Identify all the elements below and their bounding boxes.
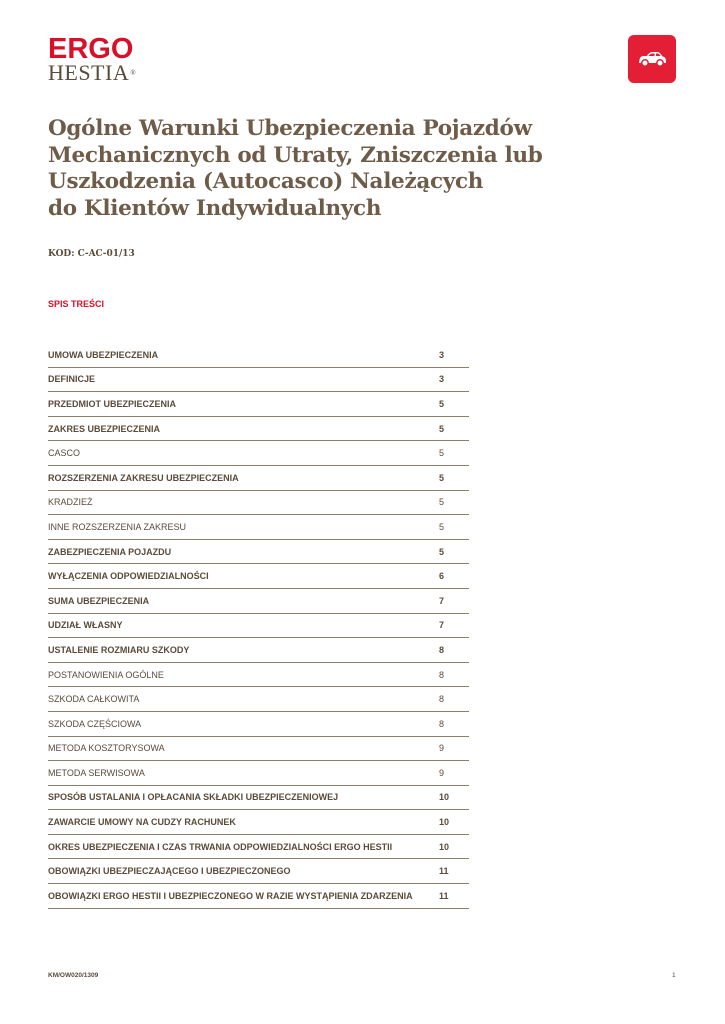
toc-row[interactable]	[48, 663, 469, 688]
toc-row[interactable]	[48, 761, 469, 786]
car-category-badge	[628, 35, 676, 83]
toc-page-number: 11	[439, 890, 449, 901]
ergo-hestia-logo	[48, 33, 148, 85]
toc-label: OKRES UBEZPIECZENIA I CZAS TRWANIA ODPOWIEDZIALNOŚCI ERGO HESTII	[48, 841, 393, 852]
toc-page-number: 6	[439, 571, 445, 582]
toc-row[interactable]	[48, 564, 469, 589]
toc-row[interactable]	[48, 417, 469, 442]
toc-page-number: 8	[439, 694, 445, 705]
toc-page-number: 5	[439, 398, 445, 409]
toc-row[interactable]	[48, 392, 469, 417]
toc-page-number: 3	[439, 374, 445, 385]
car-icon	[636, 50, 668, 68]
toc-row[interactable]	[48, 441, 469, 466]
toc-row[interactable]	[48, 859, 469, 884]
toc-page-number: 5	[439, 521, 445, 532]
toc-label: SPOSÓB USTALANIA I OPŁACANIA SKŁADKI UBEZPIECZENIOWEJ	[48, 792, 339, 803]
toc-label: DEFINICJE	[48, 374, 96, 385]
toc-page-number: 8	[439, 669, 445, 680]
toc-row[interactable]	[48, 491, 469, 516]
toc-page-number: 10	[439, 817, 450, 828]
toc-row[interactable]	[48, 737, 469, 762]
toc-row[interactable]	[48, 712, 469, 737]
toc-page-number: 5	[439, 546, 445, 557]
toc-heading: SPIS TREŚCI	[48, 299, 105, 309]
toc-page-number: 7	[439, 595, 445, 606]
toc-label: SUMA UBEZPIECZENIA	[48, 595, 150, 606]
toc-page-number: 3	[439, 349, 445, 360]
toc-label: KRADZIEŻ	[48, 497, 93, 508]
toc-row[interactable]	[48, 786, 469, 811]
registered-mark: ®	[130, 69, 137, 77]
toc-row[interactable]	[48, 835, 469, 860]
toc-page-number: 7	[439, 620, 445, 631]
toc-label: OBOWIĄZKI ERGO HESTII I UBEZPIECZONEGO W RAZIE WYSTĄPIENIA ZDARZENIA	[48, 890, 413, 901]
toc-row[interactable]	[48, 515, 469, 540]
toc-row[interactable]	[48, 589, 469, 614]
toc-row[interactable]	[48, 466, 469, 491]
toc-label: ZAKRES UBEZPIECZENIA	[48, 423, 161, 434]
toc-label: USTALENIE ROZMIARU SZKODY	[48, 644, 190, 655]
toc-label: METODA KOSZTORYSOWA	[48, 743, 165, 754]
toc-label: ZABEZPIECZENIA POJAZDU	[48, 546, 172, 557]
toc-label: CASCO	[48, 448, 81, 459]
toc-row[interactable]	[48, 810, 469, 835]
toc-page-number: 9	[439, 767, 445, 778]
toc-page-number: 10	[439, 792, 450, 803]
toc-row[interactable]	[48, 638, 469, 663]
toc-label: UDZIAŁ WŁASNY	[48, 620, 123, 631]
toc-label: POSTANOWIENIA OGÓLNE	[48, 669, 164, 680]
toc-page-number: 5	[439, 497, 445, 508]
toc-row[interactable]	[48, 614, 469, 639]
toc-page-number: 5	[439, 448, 445, 459]
table-of-contents	[48, 343, 469, 909]
toc-label: METODA SERWISOWA	[48, 767, 145, 778]
logo-hestia-word: HESTIA	[48, 60, 130, 85]
logo-ergo-text: ERGO	[48, 33, 134, 65]
title-line: Ogólne Warunki Ubezpieczenia Pojazdów	[48, 116, 532, 141]
toc-page-number: 5	[439, 423, 445, 434]
toc-label: WYŁĄCZENIA ODPOWIEDZIALNOŚCI	[48, 571, 209, 582]
toc-label: ZAWARCIE UMOWY NA CUDZY RACHUNEK	[48, 817, 236, 828]
logo-hestia-text	[48, 62, 148, 84]
toc-page-number: 9	[439, 743, 445, 754]
toc-label: SZKODA CAŁKOWITA	[48, 694, 140, 705]
title-line: Mechanicznych od Utraty, Zniszczenia lub	[48, 142, 543, 168]
document-code: KOD: C-AC-01/13	[48, 249, 135, 259]
document-title	[48, 116, 608, 222]
toc-row[interactable]	[48, 687, 469, 712]
toc-label: ROZSZERZENIA ZAKRESU UBEZPIECZENIA	[48, 472, 239, 483]
toc-row[interactable]	[48, 540, 469, 565]
toc-page-number: 11	[439, 866, 449, 877]
toc-label: SZKODA CZĘŚCIOWA	[48, 718, 142, 729]
footer-code: KM/OW020/1309	[48, 972, 99, 979]
toc-page-number: 8	[439, 718, 445, 729]
toc-label: OBOWIĄZKI UBEZPIECZAJĄCEGO I UBEZPIECZONEGO	[48, 866, 291, 877]
toc-page-number: 10	[439, 841, 450, 852]
toc-row[interactable]	[48, 368, 469, 393]
toc-row[interactable]	[48, 884, 469, 909]
toc-label: PRZEDMIOT UBEZPIECZENIA	[48, 398, 177, 409]
toc-label: UMOWA UBEZPIECZENIA	[48, 349, 159, 360]
toc-page-number: 5	[439, 472, 445, 483]
toc-label: INNE ROZSZERZENIA ZAKRESU	[48, 521, 187, 532]
footer-page-number: 1	[672, 972, 676, 979]
toc-page-number: 8	[439, 644, 445, 655]
title-line: Uszkodzenia (Autocasco) Należących	[48, 169, 484, 194]
toc-row[interactable]	[48, 343, 469, 368]
title-line: do Klientów Indywidualnych	[48, 195, 382, 221]
